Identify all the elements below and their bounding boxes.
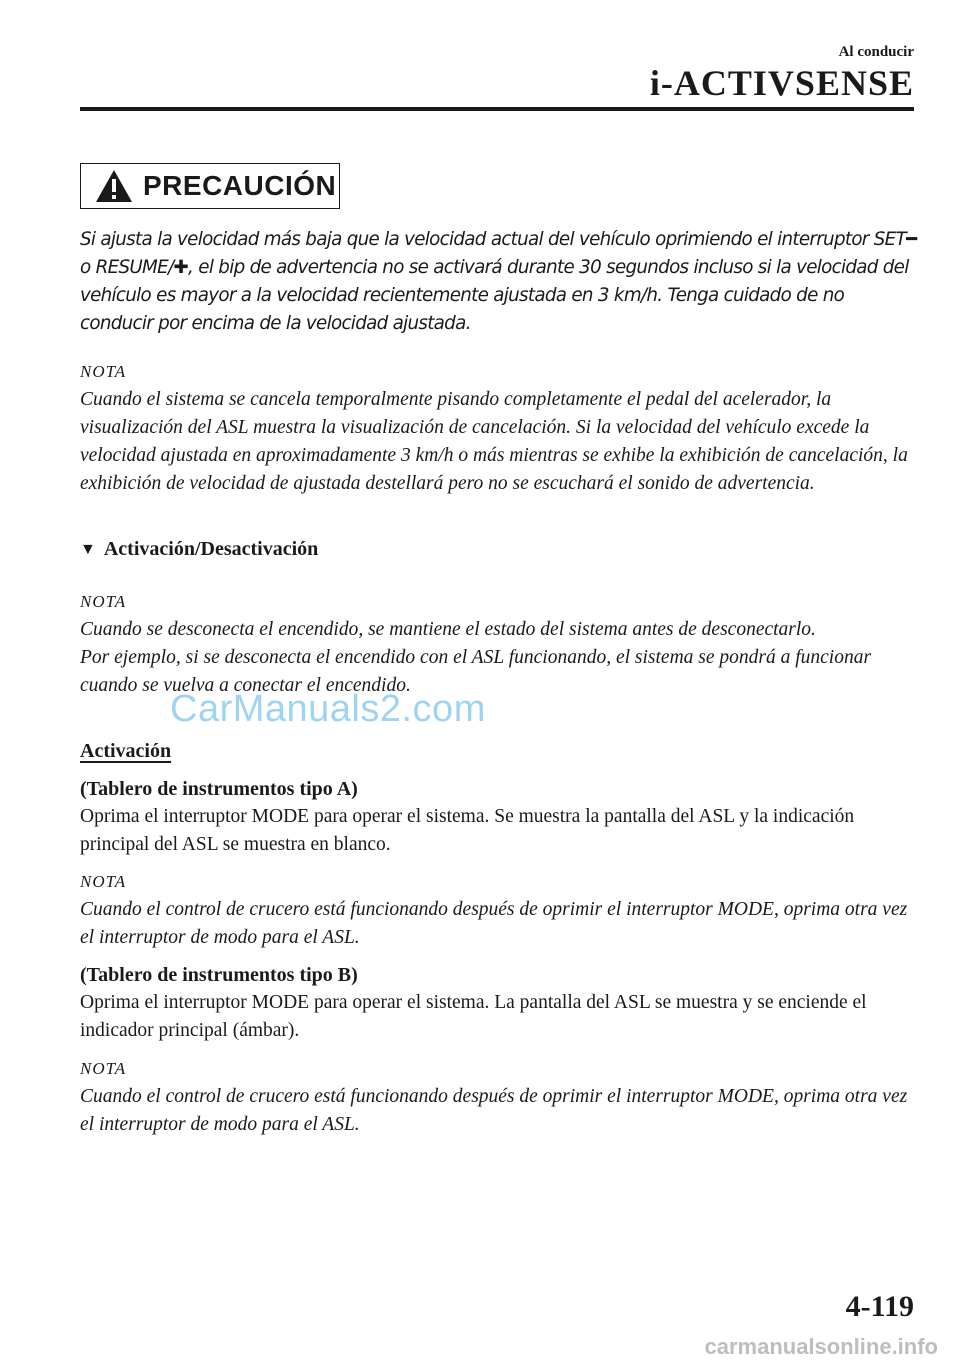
- warning-triangle-icon: [95, 169, 133, 203]
- caution-text-part3: , el bip de advertencia no se activará durante 30 segundos incluso si la velocidad del vehículo es mayor a la velocidad recientemente ajustada en 3 km/h. Tenga cuidado de no conducir por encima de la velocidad ajustada.: [80, 257, 909, 334]
- note-b-label: NOTA: [80, 1059, 127, 1078]
- minus-icon: ━: [905, 229, 917, 250]
- type-b-section: [80, 961, 920, 1045]
- footer-watermark: carmanualsonline.info: [704, 1334, 938, 1359]
- note-2-line2: Por ejemplo, si se desconecta el encendido con el ASL funcionando, el sistema se pondrá a funcionar cuando se vuelva a conectar el encendido.: [80, 647, 872, 696]
- caution-text-part2: o RESUME/: [80, 257, 174, 278]
- page-number: 4-119: [845, 1290, 914, 1323]
- activation-heading: [80, 737, 920, 766]
- note-b-text: Cuando el control de crucero está funcionando después de oprimir el interruptor MODE, oprima otra vez el interruptor de modo para el ASL.: [80, 1086, 908, 1135]
- header-rule: [80, 107, 914, 111]
- type-b-text: Oprima el interruptor MODE para operar el sistema. La pantalla del ASL se muestra y se enciende el indicador principal (ámbar).: [80, 992, 867, 1041]
- section-heading: [80, 535, 920, 565]
- type-a-heading: (Tablero de instrumentos tipo A): [80, 778, 358, 800]
- triangle-down-icon: ▼: [80, 541, 96, 558]
- caution-box: [80, 163, 340, 209]
- section-heading-text: Activación/Desactivación: [103, 538, 319, 560]
- note-a-text: Cuando el control de crucero está funcionando después de oprimir el interruptor MODE, oprima otra vez el interruptor de modo para el ASL.: [80, 899, 908, 948]
- activation-heading-text: Activación: [80, 740, 172, 762]
- plus-icon: ✚: [173, 257, 189, 278]
- caution-text-part1: Si ajusta la velocidad más baja que la velocidad actual del vehículo oprimiendo el interruptor SET: [80, 229, 906, 250]
- note-a-label: NOTA: [80, 872, 127, 891]
- note-2-line1: Cuando se desconecta el encendido, se mantiene el estado del sistema antes de desconectarlo.: [80, 619, 816, 640]
- type-a-section: [80, 775, 920, 859]
- note-b: [80, 1055, 920, 1139]
- caution-title: PRECAUCIÓN: [143, 170, 337, 201]
- note-1-text: Cuando el sistema se cancela temporalmente pisando completamente el pedal del acelerador, la visualización del ASL muestra la visualización de cancelación. Si la velocidad del vehículo excede la velocidad ajustada en aproximadamente 3 km/h o más mientras se exhibe la exhibición de cancelación, la exhibición de velocidad de ajustada destellará pero no se escuchará el sonido de advertencia.: [80, 389, 908, 494]
- note-2: [80, 588, 920, 700]
- note-1: [80, 358, 920, 498]
- watermark: CarManuals2.com: [170, 688, 486, 730]
- header-chapter: i-ACTIVSENSE: [649, 63, 914, 103]
- header-section: Al conducir: [838, 44, 914, 60]
- type-b-heading: (Tablero de instrumentos tipo B): [80, 964, 358, 986]
- note-2-label: NOTA: [80, 592, 127, 611]
- note-a: [80, 868, 920, 952]
- caution-text: [80, 226, 920, 338]
- type-a-text: Oprima el interruptor MODE para operar el sistema. Se muestra la pantalla del ASL y la indicación principal del ASL se muestra en blanco.: [80, 806, 855, 855]
- note-1-label: NOTA: [80, 362, 127, 381]
